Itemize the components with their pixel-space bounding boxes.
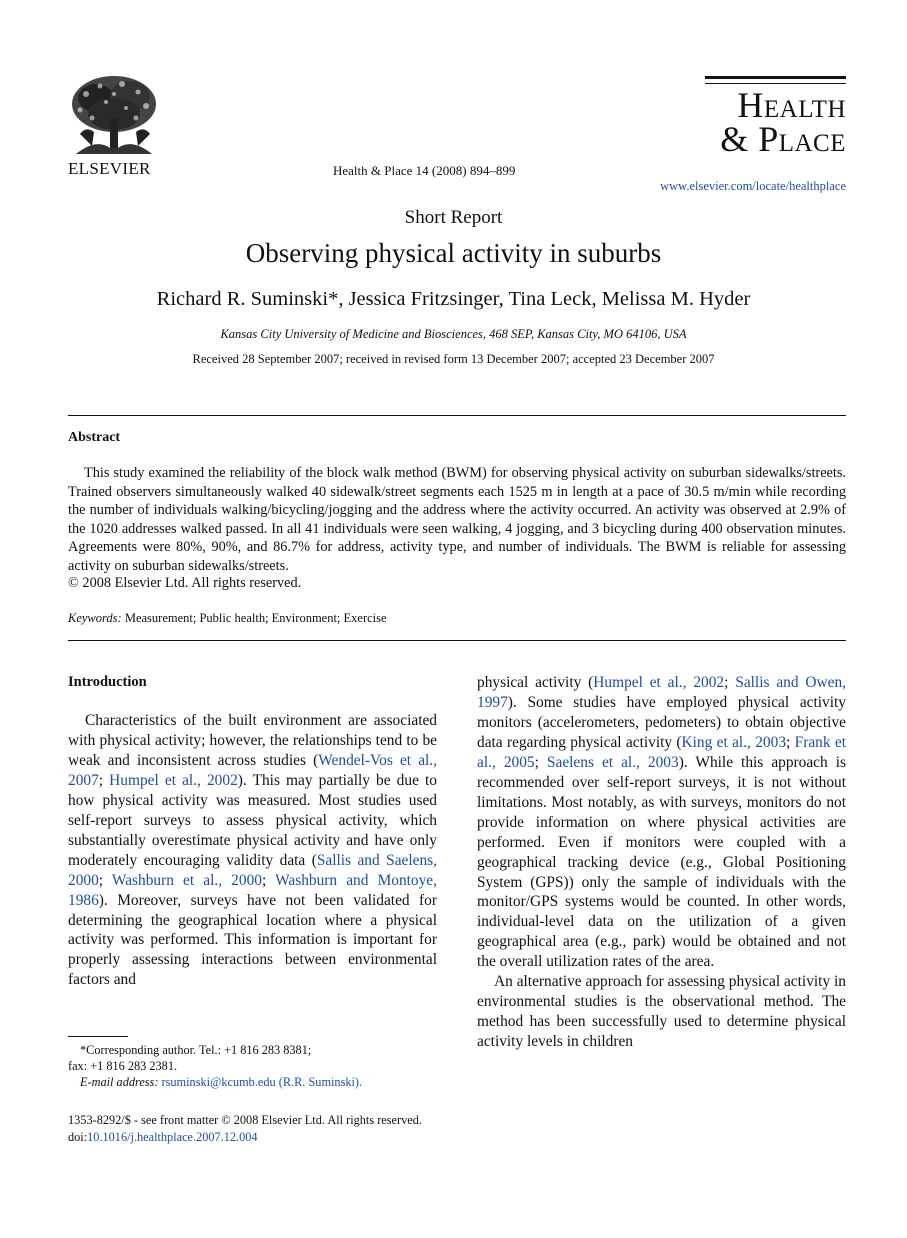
citation-link[interactable]: Sallis and Saelens, 2000: [68, 851, 437, 889]
divider-bottom: [68, 640, 846, 641]
journal-brand: [705, 85, 846, 159]
affiliation: Kansas City University of Medicine and Biosciences, 468 SEP, Kansas City, MO 64106, USA: [220, 327, 687, 341]
text-run: ). This may partially be due to how physical activity was measured. Most studies used self-report surveys to assess physical activity, which substantially overestimate physical activity and have only moderately encouraging validity data (: [68, 771, 437, 869]
citation-link[interactable]: Humpel et al., 2002: [109, 771, 238, 789]
doi-line: [68, 1129, 422, 1146]
tree-logo-icon: [66, 74, 162, 160]
separator: ;: [534, 753, 547, 771]
text-run: physical activity (: [477, 674, 594, 691]
separator: ;: [98, 871, 112, 889]
article-type: Short Report: [404, 207, 503, 228]
email-link[interactable]: rsuminski@kcumb.edu (R.R. Suminski).: [161, 1075, 363, 1089]
citation-link[interactable]: King et al., 2003: [681, 733, 787, 751]
citation-link[interactable]: Wendel-Vos et al., 2007: [68, 751, 437, 789]
keywords-label: Keywords:: [68, 611, 122, 625]
issn-block: [68, 1112, 422, 1146]
column-right: [477, 673, 846, 1052]
doi-label: doi:: [68, 1130, 88, 1144]
article-title: Observing physical activity in suburbs: [245, 238, 662, 268]
text-run: ). Some studies have employed physical activity monitors (accelerometers, pedometers) to obtain objective data regarding physical activity (: [477, 693, 846, 751]
journal-url-link[interactable]: www.elsevier.com/locate/healthplace: [660, 179, 846, 193]
footnote-rule: [68, 1036, 128, 1037]
citation-link[interactable]: Frank et al., 2005: [477, 733, 846, 771]
keywords-list: Measurement; Public health; Environment; Exercise: [124, 611, 387, 625]
journal-name-line2: & Place: [720, 119, 846, 159]
article-dates: Received 28 September 2007; received in revised form 13 December 2007; accepted 23 December 2007: [192, 352, 715, 366]
footnote-email-line: [68, 1074, 437, 1090]
journal-citation: Health & Place 14 (2008) 894–899: [333, 163, 516, 178]
publisher-name: ELSEVIER: [68, 159, 151, 178]
separator: ;: [261, 871, 276, 889]
citation-link[interactable]: Saelens et al., 2003: [546, 753, 679, 771]
text-run: ). While this approach is recommended over self-report surveys, it is not without limitations. Most notably, as with surveys, monitors do not provide information on where physical activities are performed. Even if monitors were coupled with a geographical tracking device (e.g., Global Positioning System (GPS)) only the sample of individuals with the monitor/GPS systems would be counted. In other words, individual-level data on the utilization of a given geographical area (e.g., park) would be obtained and not the overall utilization rates of the area.: [477, 753, 847, 971]
doi-link[interactable]: 10.1016/j.healthplace.2007.12.004: [87, 1130, 258, 1144]
abstract-text: [68, 464, 846, 576]
text-run: ). Moreover, surveys have not been validated for determining the geographical location where a physical activity was performed. This information is important for properly assessing interactions between environmental factors and: [68, 891, 437, 989]
footnote-fax: fax: +1 816 283 2381.: [68, 1059, 178, 1073]
journal-name-line1: Health: [737, 85, 846, 125]
intro-paragraph-2: An alternative approach for assessing physical activity in environmental studies is the observational method. The method has been successfully used to determine physical activity levels in children: [477, 973, 846, 1051]
citation-link[interactable]: Humpel et al., 2002: [593, 674, 725, 691]
text-run: Characteristics of the built environment are associated with physical activity; however, the relationships tend to be weak and inconsistent across studies (: [68, 712, 437, 769]
divider-top: [68, 415, 846, 416]
citation-link[interactable]: Sallis and Owen, 1997: [477, 674, 847, 711]
abstract-paragraph: This study examined the reliability of the block walk method (BWM) for observing physical activity on suburban sidewalks/streets. Trained observers simultaneously walked 40 sidewalk/street segments each 1525 m in length at a pace of 30.5 m/min while recording the number of individuals walking/bicycling/jogging and the address where the activity occurred. An activity was observed at 2.9% of the 1020 addresses walked passed. In all 41 individuals were seen walking, 4 jogging, and 3 bicycling during 400 observation minutes. Agreements were 80%, 90%, and 86.7% for address, activity type, and number of individuals. The BWM is reliable for assessing activity on suburban sidewalks/streets.: [68, 465, 846, 574]
column-left: [68, 711, 437, 990]
abstract-heading: Abstract: [68, 430, 121, 445]
separator: ;: [98, 771, 110, 789]
abstract-copyright: © 2008 Elsevier Ltd. All rights reserved.: [68, 575, 302, 591]
brand-rule: [705, 76, 846, 79]
brand-rule-thin: [705, 83, 846, 84]
section-heading-introduction: Introduction: [68, 674, 147, 690]
corresponding-author-footnote: [68, 1042, 437, 1090]
intro-paragraph-1: [68, 711, 437, 990]
email-label: E-mail address:: [80, 1075, 159, 1089]
citation-link[interactable]: Washburn and Montoye, 1986: [68, 871, 437, 909]
citation-link[interactable]: Washburn et al., 2000: [111, 871, 262, 889]
separator: ;: [724, 674, 736, 691]
footnote-phone: *Corresponding author. Tel.: +1 816 283 8381;: [80, 1043, 312, 1057]
issn-line: 1353-8292/$ - see front matter © 2008 Elsevier Ltd. All rights reserved.: [68, 1113, 422, 1127]
intro-paragraph-1-cont: [477, 673, 846, 972]
author-list: Richard R. Suminski*, Jessica Fritzsinger, Tina Leck, Melissa M. Hyder: [156, 288, 751, 310]
separator: ;: [786, 733, 795, 751]
keywords: [68, 611, 387, 626]
